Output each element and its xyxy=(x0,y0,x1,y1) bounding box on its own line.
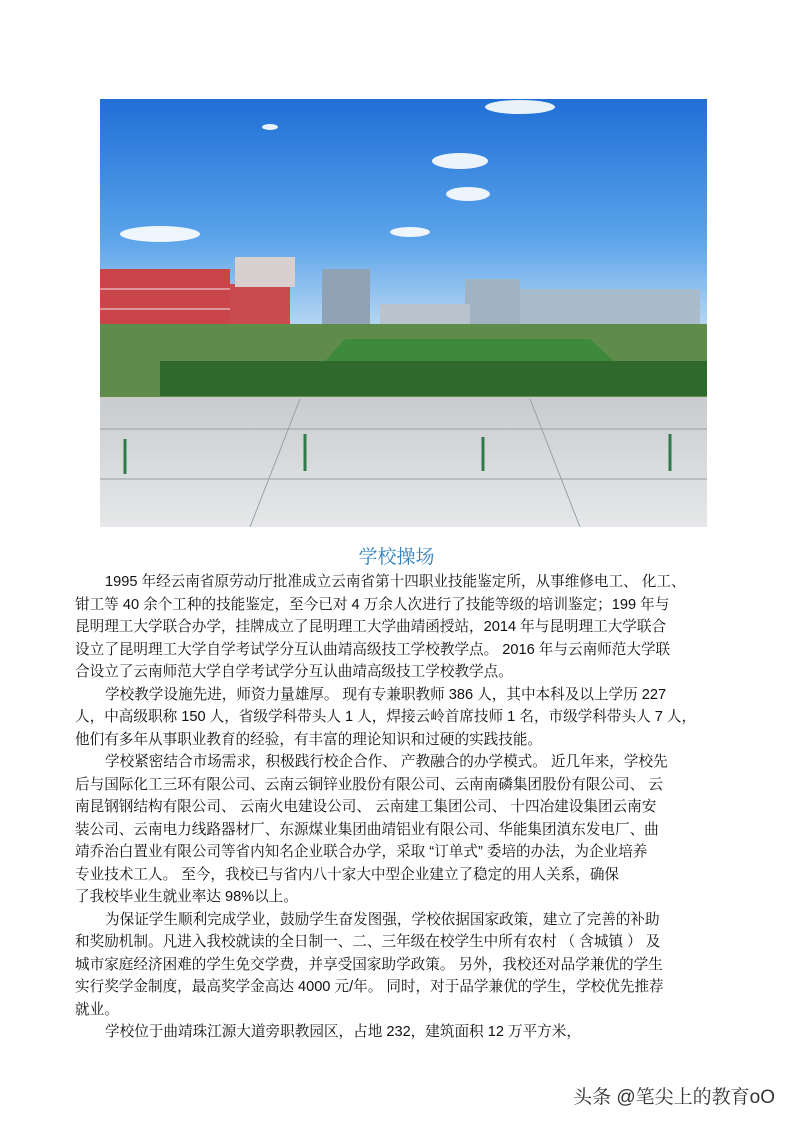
text-line: 为保证学生顺利完成学业，鼓励学生奋发图强，学校依据国家政策，建立了完善的补助 xyxy=(105,911,660,928)
footer-attribution: 头条 @笔尖上的教育oO xyxy=(573,1087,775,1108)
text-line: 1995 年经云南省原劳动厅批准成立云南省第十四职业技能鉴定所，从事维修电工、 化工、 xyxy=(105,574,686,590)
text-line: 后与国际化工三环有限公司、云南云铜锌业股份有限公司、云南南磷集团股份有限公司、 云 xyxy=(75,776,663,793)
text-line: 人，中高级职称 150 人，省级学科带头人 1 人，焊接云岭首席技师 1 名，市级学科带头人 7 人， xyxy=(75,709,697,725)
text-line: 实行奖学金制度，最高奖学金高达 4000 元/年。 同时，对于品学兼优的学生，学校优先推荐 xyxy=(75,979,664,995)
text-line: 学校教学设施先进，师资力量雄厚。 现有专兼职教师 386 人，其中本科及以上学历 227 xyxy=(105,686,667,703)
paragraph xyxy=(75,909,775,1022)
text-line: 专业技术工人。 至今，我校已与省内八十家大中型企业建立了稳定的用人关系，确保 xyxy=(75,866,620,883)
text-line: 学校位于曲靖珠江源大道旁职教园区，占地 232，建筑面积 12 万平方米， xyxy=(105,1024,581,1040)
text-line: 设立了昆明理工大学自学考试学分互认曲靖高级技工学校教学点。 2016 年与云南师范大学联 xyxy=(75,641,671,658)
paragraph xyxy=(75,684,775,752)
text-line: 学校紧密结合市场需求，积极践行校企合作、 产教融合的办学模式。 近几年来，学校先 xyxy=(105,754,668,770)
text-line: 钳工等 40 余个工种的技能鉴定，至今已对 4 万余人次进行了技能等级的培训鉴定；199 年与 xyxy=(75,596,670,613)
text-line: 昆明理工大学联合办学，挂牌成立了昆明理工大学曲靖函授站，2014 年与昆明理工大学联合 xyxy=(75,619,667,635)
paragraph xyxy=(75,1021,775,1044)
text-line: 靖乔治白置业有限公司等省内知名企业联合办学，采取 “订单式” 委培的办法，为企业培养 xyxy=(75,844,648,860)
text-line: 装公司、云南电力线路器材厂、东源煤业集团曲靖铝业有限公司、华能集团滇东发电厂、曲 xyxy=(75,821,659,838)
text-line: 城市家庭经济困难的学生免交学费，并享受国家助学政策。 另外，我校还对品学兼优的学生 xyxy=(75,956,663,973)
photo-caption: 学校操场 xyxy=(358,547,435,568)
school-playground-photo xyxy=(100,99,707,527)
text-line: 合设立了云南师范大学自学考试学分互认曲靖高级技工学校教学点。 xyxy=(75,664,513,680)
text-line: 就业。 xyxy=(75,1001,119,1018)
text-line: 了我校毕业生就业率达 98%以上。 xyxy=(75,889,298,905)
paragraph xyxy=(75,571,775,684)
text-line: 他们有多年从事职业教育的经验，有丰富的理论知识和过硬的实践技能。 xyxy=(75,731,543,748)
text-line: 和奖励机制。凡进入我校就读的全日制一、二、三年级在校学生中所有农村 （ 含城镇 ） 及 xyxy=(75,934,661,950)
paragraph xyxy=(75,751,775,909)
text-line: 南昆钢钢结构有限公司、 云南火电建设公司、 云南建工集团公司、 十四冶建设集团云南安 xyxy=(75,799,657,815)
document-body xyxy=(75,571,775,1044)
photo-illustration xyxy=(100,99,707,527)
